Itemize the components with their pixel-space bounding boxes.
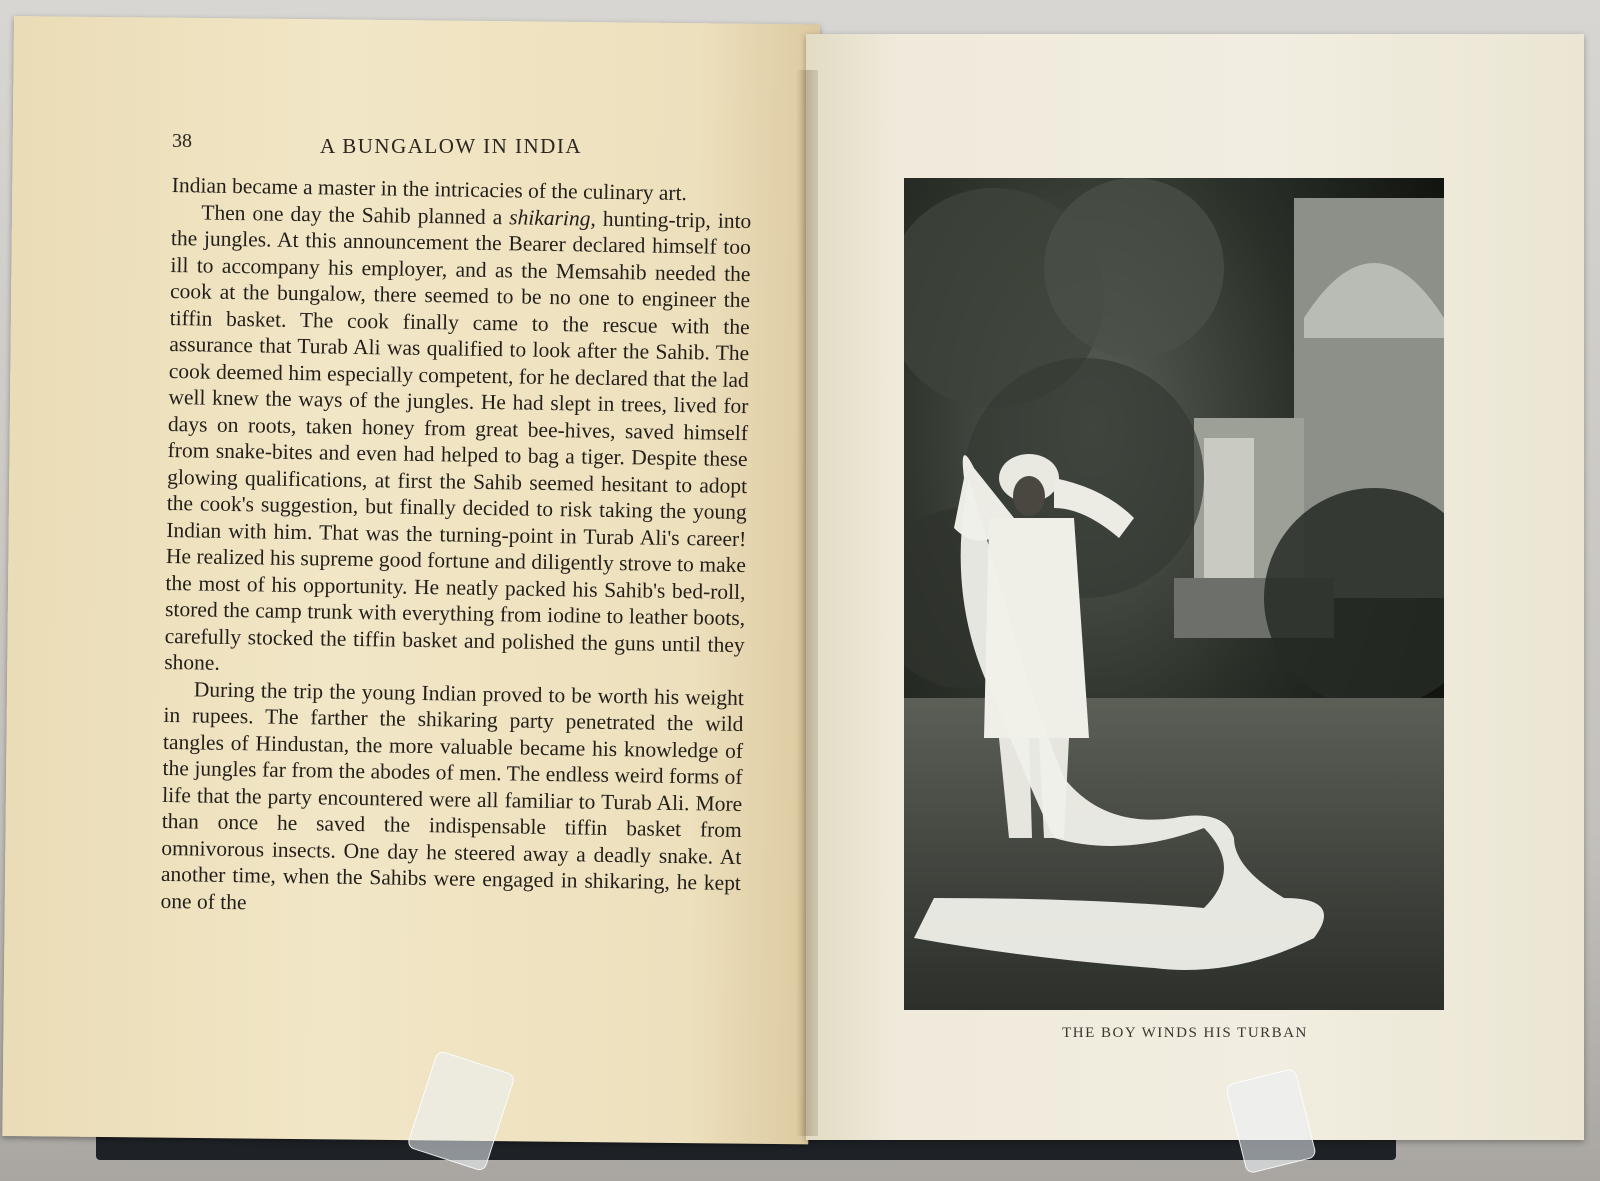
paragraph-2-start: Then one day the Sahib planned a [201, 199, 510, 229]
paragraph-3: During the trip the young Indian proved to be worth his weight in rupees. The farther the shikaring party penetrated the wild tangles of Hindustan, the more valuable became his knowledge of the jungles far from the abodes of men. The endless weird forms of life that the party encountered were all familiar to Turab Ali. More than once he saved the indispensable tiffin basket from omnivorous insects. One day he steered away a deadly snake. At another time, when the Sahibs were engaged in shikaring, he kept one of the [160, 676, 745, 914]
plate-caption: THE BOY WINDS HIS TURBAN [1062, 1025, 1308, 1041]
paragraph-1: Indian became a master in the intricacies of the culinary art. [171, 172, 688, 206]
page-number: 38 [172, 130, 192, 152]
photo-illustration [904, 178, 1444, 1010]
paragraph-2 [164, 198, 751, 684]
book-gutter [796, 70, 818, 1136]
body-text [160, 172, 752, 923]
book-title: A BUNGALOW IN INDIA [320, 134, 583, 158]
running-head [172, 130, 752, 170]
plate-photograph [904, 178, 1444, 1010]
italic-word: shikaring, [509, 204, 597, 231]
paragraph-2-rest: hunting-trip, into the jungles. At this announcement the Bearer declared himself too ill to accompany his employer, and as the Memsahib needed the cook at the bungalow, there seemed to be no one to engineer the tiffin basket. The cook finally came to the rescue with the assurance that Turab Ali was qualified to look after the Sahib. The cook deemed him especially competent, for he declared that the lad well knew the ways of the jungles. He had slept in trees, lived for days on roots, taken honey from great bee-hives, saved himself from snake-bites and even had helped to bag a tiger. Despite these glowing qualifications, at first the Sahib seemed hesitant to adopt the cook's suggestion, but finally decided to risk taking the young Indian with him. That was the turning-point in Turab Ali's career! He realized his supreme good fortune and diligently strove to make the most of his opportunity. He neatly packed his Sahib's bed-roll, stored the camp trunk with everything from iodine to leather boots, carefully stocked the tiffin basket and polished the guns until they shone. [164, 206, 752, 675]
